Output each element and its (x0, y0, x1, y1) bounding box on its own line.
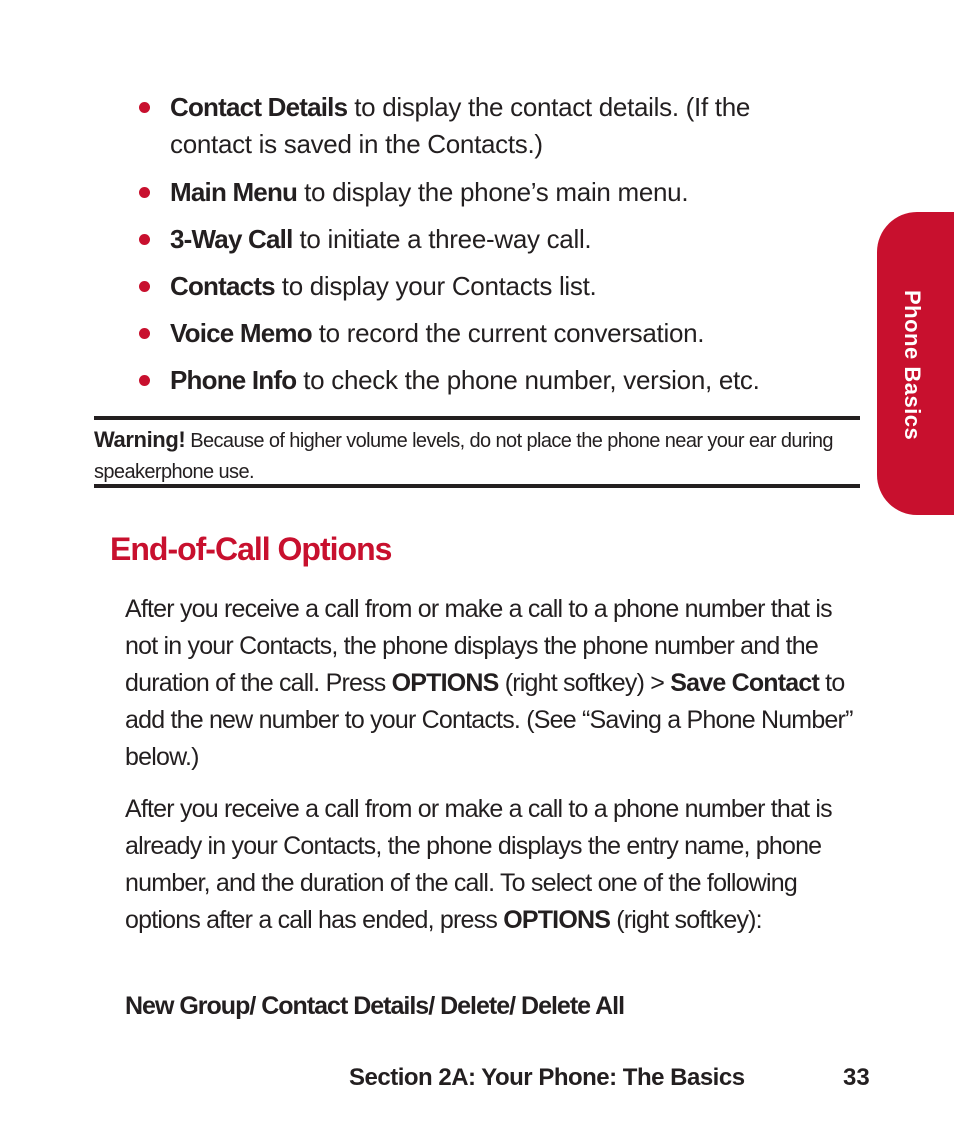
bullet-dot (139, 328, 150, 339)
paragraph-text: (right softkey) > (498, 669, 671, 697)
option-description: to display the contact details. (If the contact is saved in the Contacts.) (170, 92, 751, 159)
warning-text: Because of higher volume levels, do not place the phone near your ear during speakerphone use. (94, 430, 833, 483)
list-item (170, 174, 820, 211)
option-name: Phone Info (170, 365, 297, 395)
list-item (170, 221, 820, 258)
section-heading: End-of-Call Options (110, 531, 392, 567)
option-name: 3-Way Call (170, 224, 293, 254)
paragraph-text: After you receive a call from or make a call to a phone number that is already in your Contacts, the phone displays the entry name, phone number, and the duration of the call. To select one of the following options after a call has ended, press (125, 795, 832, 934)
paragraph-text: After you receive a call from or make a call to a phone number that is not in your Contacts, the phone displays the phone number and the duration of the call. Press (125, 595, 832, 697)
paragraph-text: to add the new number to your Contacts. (See “Saving a Phone Number” below.) (125, 669, 853, 771)
options-key-label: OPTIONS (503, 906, 611, 934)
option-description: to check the phone number, version, etc. (296, 365, 760, 395)
list-item (170, 315, 820, 352)
paragraph-not-in-contacts (125, 591, 865, 776)
page-number: 33 (843, 1064, 870, 1091)
paragraph-text: (right softkey): (610, 906, 762, 934)
warning-label: Warning! (94, 427, 186, 452)
list-item (170, 89, 820, 163)
option-name: Main Menu (170, 177, 298, 207)
options-menu-line: New Group/ Contact Details/ Delete/ Delete All (125, 992, 625, 1020)
options-key-label: OPTIONS (391, 669, 499, 697)
list-item (170, 362, 820, 399)
bullet-dot (139, 375, 150, 386)
section-side-tab (877, 212, 954, 515)
bullet-dot (139, 234, 150, 245)
bullet-dot (139, 102, 150, 113)
option-description: to display your Contacts list. (274, 271, 597, 301)
paragraph-in-contacts (125, 791, 865, 939)
bullet-dot (139, 187, 150, 198)
warning-box (94, 416, 860, 488)
side-tab-label: Phone Basics (900, 290, 925, 441)
option-description: to record the current conversation. (311, 318, 705, 348)
list-item (170, 268, 820, 305)
save-contact-label: Save Contact (670, 669, 820, 697)
option-description: to initiate a three-way call. (292, 224, 592, 254)
footer-section-title: Section 2A: Your Phone: The Basics (349, 1064, 745, 1091)
option-name: Contact Details (170, 92, 348, 122)
option-description: to display the phone’s main menu. (297, 177, 689, 207)
option-name: Voice Memo (170, 318, 312, 348)
bullet-dot (139, 281, 150, 292)
option-name: Contacts (170, 271, 275, 301)
